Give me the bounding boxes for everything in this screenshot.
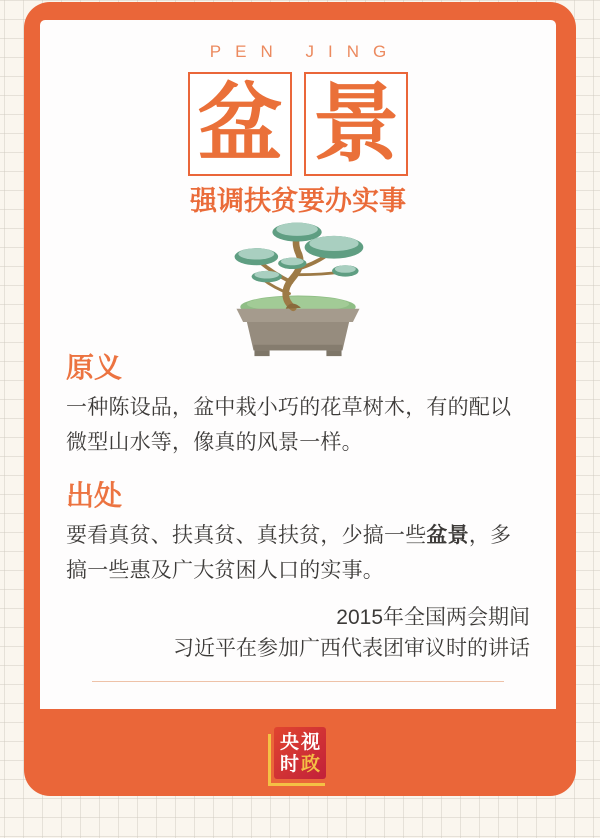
divider-line bbox=[92, 681, 504, 682]
text-content bbox=[40, 352, 556, 682]
bonsai-illustration bbox=[40, 216, 556, 358]
romanized-title: PEN JING bbox=[209, 42, 401, 61]
source-text-keyword: 盆景 bbox=[426, 524, 469, 547]
logo-char-4: 政 bbox=[300, 753, 320, 775]
logo-square bbox=[274, 727, 326, 779]
cctv-politics-logo bbox=[274, 727, 326, 779]
logo-char-2: 视 bbox=[300, 731, 320, 753]
section-body-original-meaning: 一种陈设品，盆中栽小巧的花草树木，有的配以微型山水等，像真的风景一样。 bbox=[66, 396, 512, 454]
title-char-box-1 bbox=[188, 72, 292, 176]
section-body-source bbox=[66, 518, 530, 588]
attribution bbox=[66, 602, 530, 664]
poster-frame bbox=[24, 2, 576, 796]
title-char-box-2 bbox=[304, 72, 408, 176]
section-heading-source: 出处 bbox=[66, 480, 123, 511]
stone-pot bbox=[236, 309, 359, 356]
section-original-meaning bbox=[66, 352, 530, 460]
footer-band bbox=[24, 709, 576, 796]
poster-subtitle: 强调扶贫要办实事 bbox=[190, 186, 406, 216]
section-heading-original-meaning: 原义 bbox=[66, 352, 123, 383]
bonsai-in-pot-icon bbox=[193, 216, 403, 358]
title-char-row bbox=[40, 72, 556, 176]
source-text-prefix: 要看真贫、扶真贫、真扶贫，少搞一些 bbox=[66, 524, 427, 547]
logo-char-3: 时 bbox=[279, 753, 299, 775]
poster-card bbox=[40, 20, 556, 709]
attribution-line-1: 2015年全国两会期间 bbox=[336, 606, 530, 629]
logo-char-1: 央 bbox=[279, 731, 299, 753]
attribution-line-2: 习近平在参加广西代表团审议时的讲话 bbox=[173, 637, 530, 660]
source-text-suffix: ，多搞一些惠及广大贫困人口的实事。 bbox=[66, 524, 512, 582]
section-source bbox=[66, 480, 530, 588]
title-char-1: 盆 bbox=[197, 76, 283, 172]
title-char-2: 景 bbox=[313, 76, 399, 172]
